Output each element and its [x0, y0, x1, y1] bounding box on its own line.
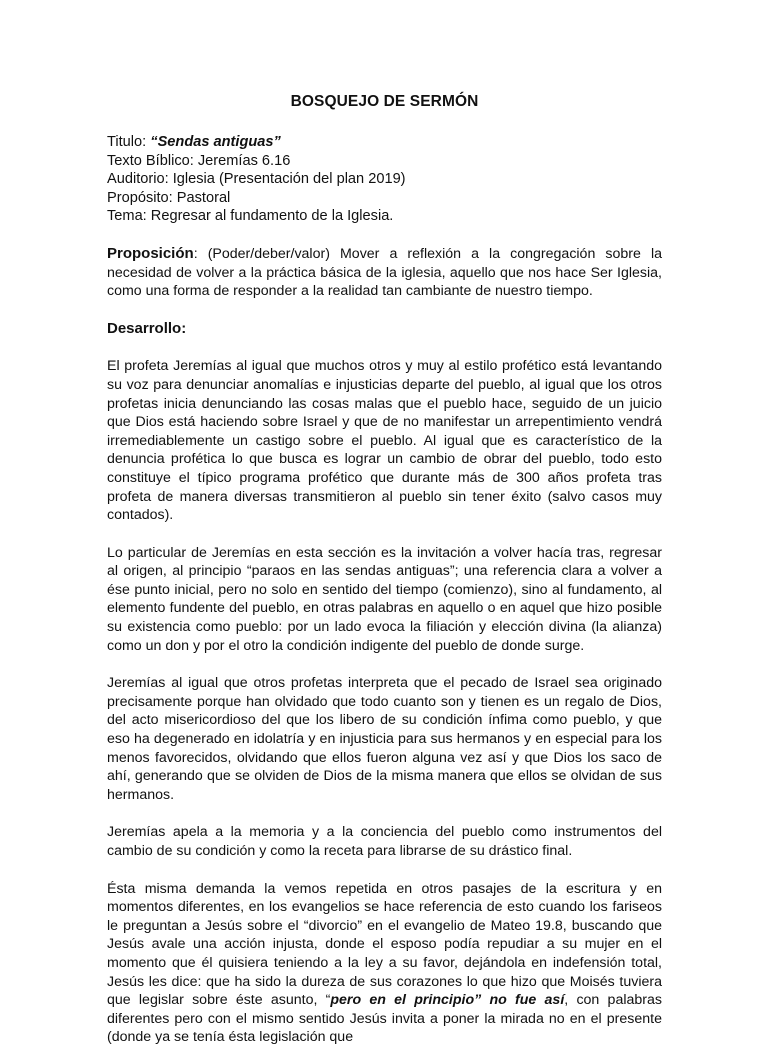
- body-paragraph-2: Lo particular de Jeremías en esta sección es la invitación a volver hacía tras, regresar al origen, al principio “paraos en las sendas antiguas”; una referencia clara a volver a ése punto inicial, pero no solo en sentido del tiempo (comienzo), sino al fundamento, al elemento fundente del pueblo, en otras palabras en aquello o en aquel que hizo posible su existencia como pueblo: por un lado evoca la filiación y elección divina (la alianza) como un don y por el otro la condición indigente del pueblo de donde surge.: [107, 544, 662, 654]
- proposicion-text: : (Poder/deber/valor) Mover a reflexión a la congregación sobre la necesidad de volver a la práctica básica de la iglesia, aquello que nos hace Ser Iglesia, como una forma de responder a la realidad tan cambiante de nuestro tiempo.: [107, 245, 662, 300]
- document-title: BOSQUEJO DE SERMÓN: [290, 93, 479, 110]
- titulo-value: “Sendas antiguas”: [150, 134, 281, 150]
- desarrollo-heading: Desarrollo:: [107, 319, 187, 337]
- proposicion-label: Proposición: [107, 244, 194, 262]
- paragraph-5-end: , con palabras diferentes pero con el mismo sentido Jesús invita a poner la mirada no en el presente (donde ya se tenía ésta legislación que: [107, 992, 662, 1046]
- auditorio-line: Auditorio: Iglesia (Presentación del plan 2019): [107, 171, 406, 188]
- body-paragraph-1: El profeta Jeremías al igual que muchos otros y muy al estilo profético está levantando su voz para denunciar anomalías e injusticias departe del pueblo, al igual que los otros profetas inicia denunciando las cosas malas que el pueblo hace, seguido de un juicio que Dios está haciendo sobre Israel y que de no manifestar un arrepentimiento vendrá irremediablemente un castigo sobre el pueblo. Al igual que es característico de la denuncia profética lo que busca es lograr un cambio de obrar del pueblo, todo esto constituye el típico programa profético que durante más de 300 años profeta tras profeta de manera diversas transmitieron al pueblo sin tener éxito (salvo casos muy contados).: [107, 358, 662, 524]
- tema-line: Tema: Regresar al fundamento de la Iglesia.: [107, 208, 394, 225]
- sermon-metadata: [107, 133, 662, 226]
- body-paragraph-3: Jeremías al igual que otros profetas interpreta que el pecado de Israel sea originado precisamente porque han olvidado que todo cuanto son y tienen es un regalo de Dios, del acto misericordioso del que los libero de su condición ínfima como pueblo, y que eso ha degenerado en idolatría y en injusticia para sus hermanos y en especial para los menos favorecidos, olvidando que ellos fueron alguna vez así y que Dios los saco de ahí, generando que se olviden de Dios de la misma manera que ellos se olvidan de sus hermanos.: [107, 675, 662, 803]
- proposicion-paragraph: [107, 245, 662, 301]
- titulo-label: Titulo:: [107, 134, 151, 150]
- paragraph-5-quote: pero en el principio” no fue así: [330, 992, 565, 1009]
- body-paragraph-5: [107, 880, 662, 1047]
- paragraph-5-start: Ésta misma demanda la vemos repetida en otros pasajes de la escritura y en momentos diferentes, en los evangelios se hace referencia de esto cuando los fariseos le preguntan a Jesús sobre el “divorcio” en el evangelio de Mateo 19.8, buscando que Jesús avale una acción injusta, donde el esposo podía repudiar a su mujer en el momento que él quisiera teniendo a la ley a su favor, dejándola en indefensión total, Jesús les dice: que ha sido la dureza de sus corazones lo que hizo que Moisés tuviera que legislar sobre éste asunto, “: [107, 880, 662, 1009]
- texto-biblico-line: Texto Bíblico: Jeremías 6.16: [107, 152, 291, 169]
- titulo-line: [107, 133, 662, 152]
- proposito-line: Propósito: Pastoral: [107, 189, 231, 206]
- body-paragraph-4: Jeremías apela a la memoria y a la conciencia del pueblo como instrumentos del cambio de su condición y como la receta para librarse de su drástico final.: [107, 824, 662, 859]
